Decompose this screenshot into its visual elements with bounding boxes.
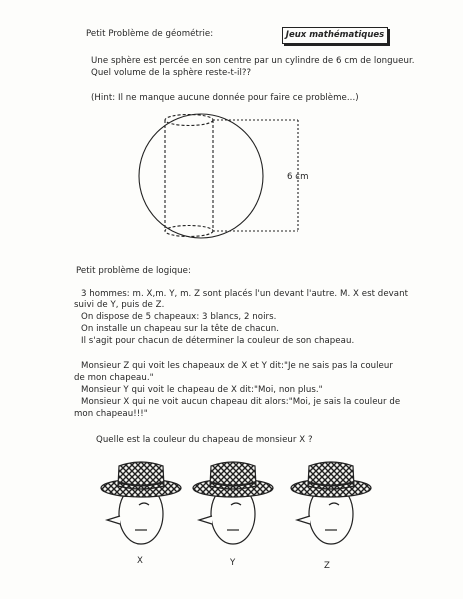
z-statement-line1: Monsieur Z qui voit les chapeaux de X et Y dit:"Je ne sais pas la couleur	[81, 361, 393, 371]
figure-label-z: Z	[324, 561, 330, 571]
logic-title: Petit problème de logique:	[76, 266, 191, 276]
y-statement-line: Monsieur Y qui voit le chapeau de X dit:"Moi, non plus."	[81, 385, 323, 395]
figure-label-x: X	[137, 556, 143, 566]
logic-question: Quelle est la couleur du chapeau de monsieur X ?	[96, 435, 313, 445]
dimension-label: 6 cm	[287, 172, 309, 182]
logic-intro-line2: suivi de Y, puis de Z.	[74, 300, 165, 310]
jeux-mathematiques-badge: Jeux mathématiques	[282, 27, 388, 44]
geometry-question-line1: Une sphère est percée en son centre par un cylindre de 6 cm de longueur.	[91, 56, 415, 66]
logic-hats-line: On dispose de 5 chapeaux: 3 blancs, 2 noirs.	[81, 312, 277, 322]
figure-z	[291, 462, 371, 544]
z-statement-line2: de mon chapeau."	[74, 373, 154, 383]
figure-y	[193, 462, 273, 544]
logic-intro-line1: 3 hommes: m. X,m. Y, m. Z sont placés l'un devant l'autre. M. X est devant	[81, 289, 409, 299]
geometry-hint: (Hint: Il ne manque aucune donnée pour faire ce problème...)	[91, 93, 359, 103]
logic-goal-line: Il s'agit pour chacun de déterminer la couleur de son chapeau.	[81, 336, 355, 346]
x-statement-line2: mon chapeau!!!"	[74, 409, 148, 419]
x-statement-line1: Monsieur X qui ne voit aucun chapeau dit alors:"Moi, je sais la couleur de	[81, 397, 401, 407]
figure-label-y: Y	[230, 558, 236, 568]
logic-install-line: On installe un chapeau sur la tête de chacun.	[81, 324, 280, 334]
figure-x	[101, 462, 181, 544]
geometry-question-line2: Quel volume de la sphère reste-t-il??	[91, 68, 252, 78]
geometry-title: Petit Problème de géométrie:	[86, 29, 214, 39]
